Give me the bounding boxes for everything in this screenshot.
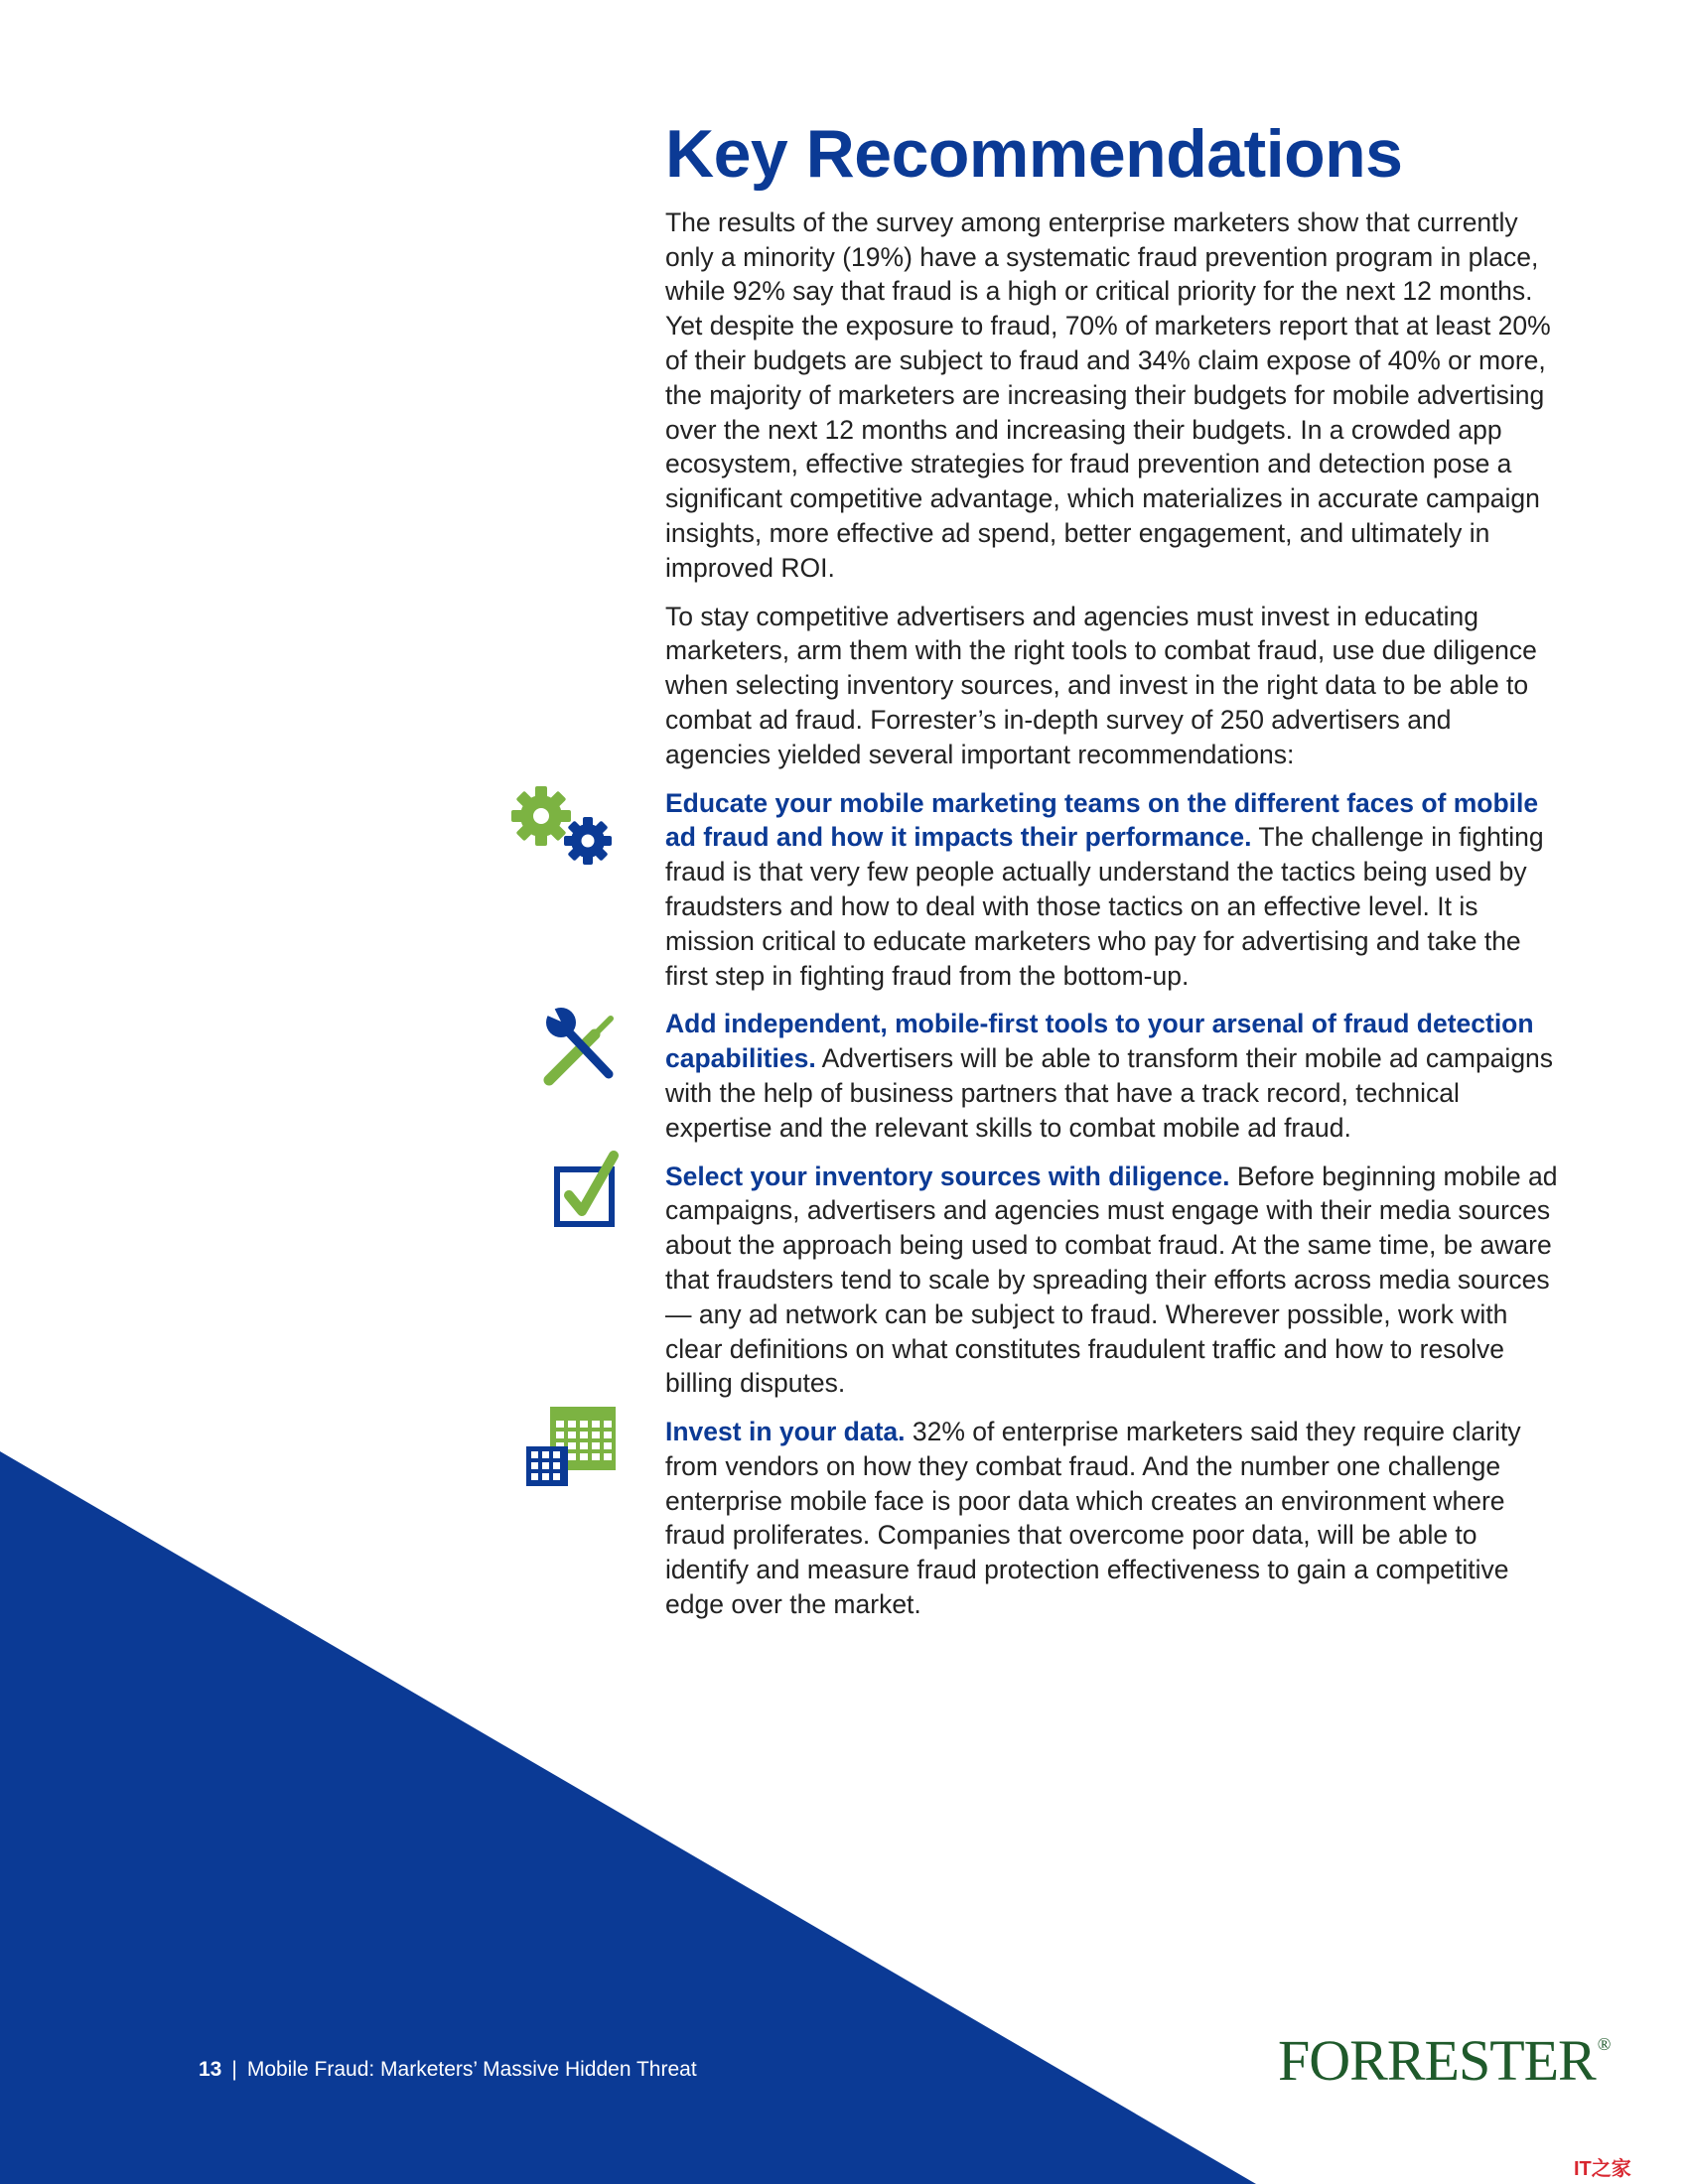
recommendation-heading: Add independent, mobile-first tools to your arsenal of fraud detection capabilities. [665, 1009, 1534, 1074]
recommendation-body: Before beginning mobile ad campaigns, advertisers and agencies must engage with their media sources about the approach being used to combat fraud. At the same time, be aware that fraudsters tend to scale by spreading their efforts across media sources — any ad network can be subject to fraud. Wherever possible, work with clear definitions on what constitutes fraudulent traffic and how to resolve billing disputes. [665, 1160, 1558, 1399]
page-number: 13 [199, 2058, 222, 2081]
document-title: Mobile Fraud: Marketers’ Massive Hidden Threat [246, 2058, 697, 2081]
recommendation-body: The challenge in fighting fraud is that very few people actually understand the tactics being used by fraudsters and how to deal with those tactics on an effective level. It is mission critical to educate marketers who pay for advertising and take the first step in fighting fraud from the bottom-up. [665, 822, 1544, 991]
intro-paragraph-2: To stay competitive advertisers and agencies must invest in educating marketers, arm them with the right tools to combat fraud, use due diligence when selecting inventory sources, and invest in the right data to be able to combat ad fraud. Forrester’s in-depth survey of 250 advertisers and agencies yielded several important recommendations: [665, 601, 1537, 769]
main-content [665, 117, 1559, 1636]
gears-icon [508, 786, 620, 870]
recommendation-data [665, 1415, 1559, 1622]
recommendation-heading: Educate your mobile marketing teams on the different faces of mobile ad fraud and how it impacts their performance. [665, 787, 1539, 853]
logo-text: FORRESTER [1278, 2028, 1596, 2093]
intro-paragraph: The results of the survey among enterprise marketers show that currently only a minority (19%) have a systematic fraud prevention program in place, while 92% say that fraud is a high or critical priority for the next 12 months. Yet despite the exposure to fraud, 70% of marketers report that at least 20% of their budgets are subject to fraud and 34% claim expose of 40% or more, the majority of marketers are increasing their budgets for mobile advertising over the next 12 months and increasing their budgets. In a crowded app ecosystem, effective strategies for fraud prevention and detection pose a significant competitive advantage, which materializes in accurate campaign insights, more effective ad spend, better engagement, and ultimately in improved ROI. [665, 206, 1551, 583]
checkbox-icon [552, 1150, 624, 1229]
recommendation-heading: Invest in your data. [665, 1417, 906, 1447]
recommendation-tools [665, 1007, 1559, 1145]
page-title: Key Recommendations [665, 116, 1403, 192]
page-footer [199, 2058, 697, 2082]
footer-separator: | [231, 2058, 237, 2081]
recommendation-body: 32% of enterprise marketers said they require clarity from vendors on how they combat fraud. And the number one challenge enterprise mobile face is poor data which creates an environment where fraud proliferates. Companies that overcome poor data, will be able to identify and measure fraud protection effectiveness to gain a competitive edge over the market. [665, 1417, 1521, 1620]
data-grid-icon [524, 1405, 624, 1488]
wrench-screwdriver-icon [539, 1003, 623, 1086]
site-watermark: IT之家 [1571, 2152, 1634, 2181]
forrester-logo [1278, 2027, 1610, 2094]
recommendation-educate [665, 786, 1559, 994]
recommendation-body: Advertisers will be able to transform their mobile ad campaigns with the help of business partners that have a track record, technical expertise and the relevant skills to combat mobile ad fraud. [665, 1043, 1554, 1143]
recommendation-inventory [665, 1160, 1559, 1402]
registered-mark: ® [1597, 2034, 1611, 2054]
recommendation-heading: Select your inventory sources with diligence. [665, 1160, 1230, 1191]
